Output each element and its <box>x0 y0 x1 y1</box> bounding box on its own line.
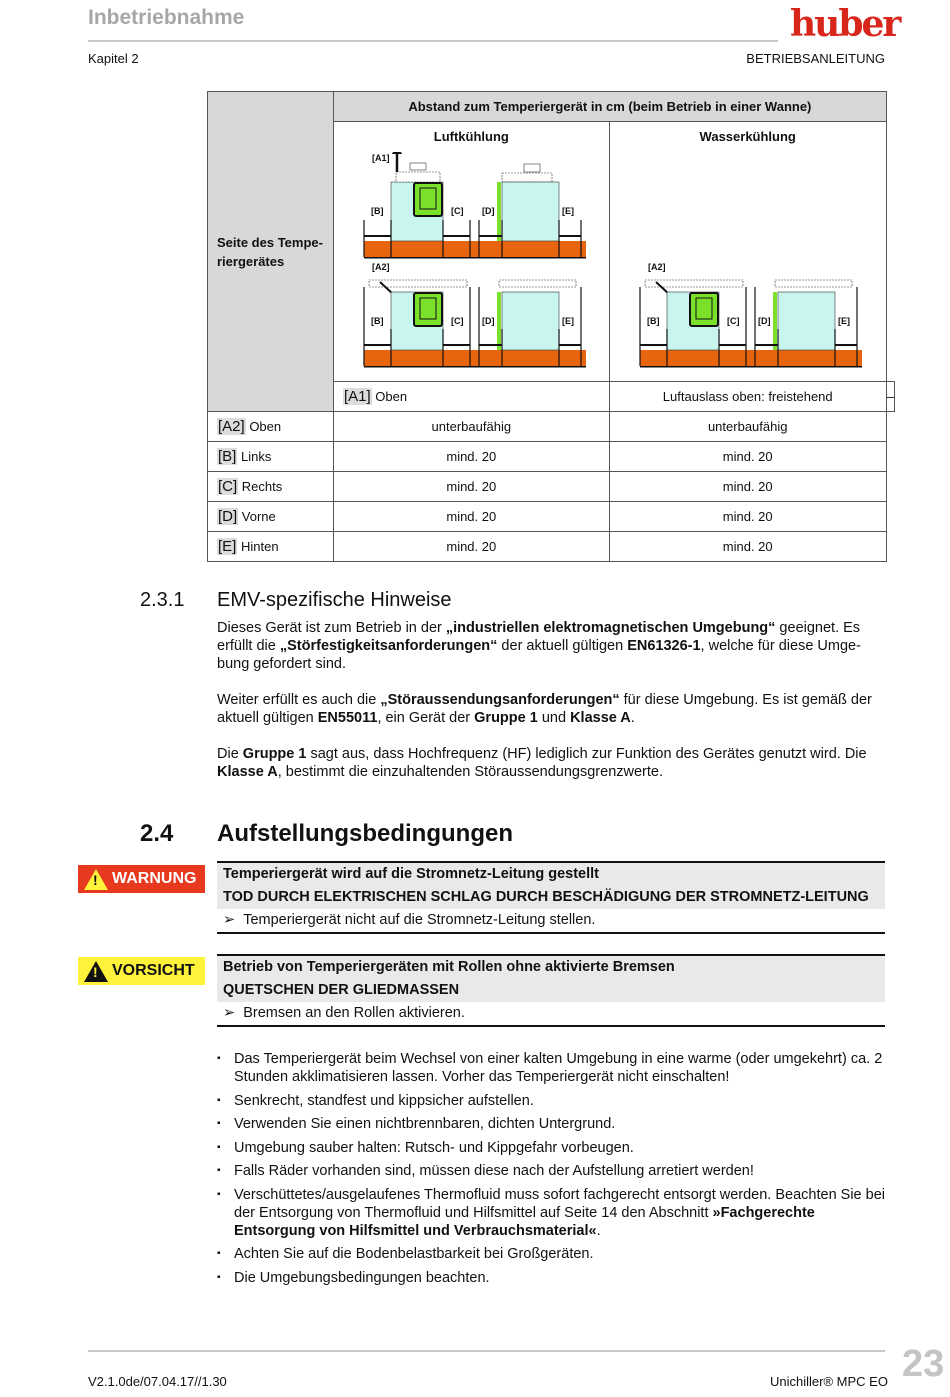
side-tag: [A1] <box>343 388 371 405</box>
label-e: [E] <box>561 206 574 216</box>
air-value: mind. 20 <box>333 472 609 502</box>
air-cooling-cell <box>333 122 609 382</box>
label-a1: [A1] <box>371 153 390 163</box>
side-label: Oben <box>375 389 408 404</box>
table-row <box>208 502 895 532</box>
water-value: mind. 20 <box>609 472 886 502</box>
side-label: Oben <box>249 419 282 434</box>
footer-rule <box>88 1350 885 1352</box>
caution-badge: ! VORSICHT <box>78 957 205 985</box>
water-value: unterbaufähig <box>609 412 886 442</box>
side-label: Vorne <box>241 509 276 524</box>
label-c: [C] <box>450 206 464 216</box>
arrow-icon: ➢ <box>223 1005 236 1021</box>
water-underbuild-row <box>640 280 862 368</box>
air-underbuild-row <box>364 280 586 368</box>
water-value: mind. 20 <box>609 532 886 562</box>
caution-box <box>217 954 885 1027</box>
label-d: [D] <box>481 316 495 326</box>
label-a2: [A2] <box>647 262 666 272</box>
air-top-free-row <box>364 152 586 259</box>
list-item: ▪ Die Umgebungsbedingungen beachten. <box>217 1269 887 1287</box>
list-item: ▪ Umgebung sauber halten: Rutsch- und Kippgefahr vorbeugen. <box>217 1139 887 1157</box>
warning-box <box>217 861 885 934</box>
table-row <box>208 532 895 562</box>
side-label: Links <box>240 449 272 464</box>
side-tag: [D] <box>218 508 238 525</box>
air-value: Luftauslass oben: freistehend <box>609 382 886 412</box>
water-value: mind. 20 <box>609 502 886 532</box>
label-d: [D] <box>757 316 771 326</box>
label-e: [E] <box>837 316 850 326</box>
section-number: 2.3.1 <box>140 589 185 611</box>
page-number: 23 <box>902 1343 945 1385</box>
section-number: 2.4 <box>140 820 174 847</box>
warning-triangle-icon <box>84 961 108 982</box>
clearance-table <box>207 91 895 562</box>
label-c: [C] <box>726 316 740 326</box>
air-cooling-diagram <box>334 152 614 374</box>
side-tag: [A2] <box>218 418 245 435</box>
water-cooling-header: Wasserkühlung <box>699 129 796 144</box>
side-label: Rechts <box>241 479 283 494</box>
huber-logo: huber <box>790 3 900 45</box>
side-tag: [C] <box>218 478 238 495</box>
list-item: ▪ Achten Sie auf die Bodenbelastbarkeit bei Großgeräten. <box>217 1245 887 1263</box>
label-b: [B] <box>646 316 660 326</box>
caution-title: Betrieb von Temperiergeräten mit Rollen ohne aktivierte Bremsen <box>223 959 675 975</box>
water-cooling-cell <box>609 122 886 382</box>
product-label: Unichiller® MPC EO <box>770 1374 888 1389</box>
air-cooling-header: Luftkühlung <box>433 129 509 144</box>
side-header: Seite des Tempe-riergerätes <box>208 92 334 412</box>
warning-badge: ! WARNUNG <box>78 865 205 893</box>
section-title: Aufstellungsbedingungen <box>217 820 513 847</box>
label-b: [B] <box>370 316 384 326</box>
caution-consequence: QUETSCHEN DER GLIEDMASSEN <box>223 982 460 998</box>
side-label: Hinten <box>240 539 279 554</box>
air-value: mind. 20 <box>333 532 609 562</box>
water-value: – <box>886 382 894 412</box>
list-item: ▪ Falls Räder vorhanden sind, müssen diese nach der Aufstellung arretiert werden! <box>217 1162 887 1180</box>
warning-consequence: TOD DURCH ELEKTRISCHEN SCHLAG DURCH BESCHÄDIGUNG DER STROMNETZ-LEITUNG <box>223 889 869 905</box>
water-cooling-diagram <box>610 152 891 374</box>
label-c: [C] <box>450 316 464 326</box>
list-item: ▪ Verwenden Sie einen nichtbrennbaren, dichten Untergrund. <box>217 1115 887 1133</box>
warning-action: ➢ Temperiergerät nicht auf die Stromnetz-Leitung stellen. <box>217 909 885 932</box>
section-title: EMV-spezifische Hinweise <box>217 589 452 611</box>
warning-triangle-icon <box>84 869 108 890</box>
chapter-label: Kapitel 2 <box>88 51 139 66</box>
side-tag: [B] <box>218 448 237 465</box>
warning-title: Temperiergerät wird auf die Stromnetz-Leitung gestellt <box>223 866 599 882</box>
emv-paragraph-1: Dieses Gerät ist zum Betrieb in der „industriellen elektromagnetischen Umgebung“ geeignet. Es erfüllt die „Störfestigkeitsanforderungen“ der aktuell gültigen EN61326-1, welche für diese Umge-bung gefordert sind. <box>217 620 861 672</box>
manual-label: BETRIEBSANLEITUNG <box>746 51 885 66</box>
air-value: unterbaufähig <box>333 412 609 442</box>
label-b: [B] <box>370 206 384 216</box>
emv-paragraph-3: Die Gruppe 1 sagt aus, dass Hochfrequenz (HF) lediglich zur Funktion des Gerätes genutzt wird. Die Klasse A, bestimmt die einzuhaltenden Störaussendungsgrenzwerte. <box>217 746 867 780</box>
air-value: mind. 20 <box>333 502 609 532</box>
list-item: ▪ Verschüttetes/ausgelaufenes Thermofluid muss sofort fachgerecht entsorgt werden. Beachten Sie bei der Entsorgung von Thermofluid und Hilfsmittel auf Seite 14 den Abschnitt »Fachgerechte Entsorgung von Hilfsmittel und Verbrauchsmaterial«. <box>217 1186 887 1240</box>
setup-bullet-list <box>217 1050 887 1292</box>
table-row <box>208 412 895 442</box>
water-value: mind. 20 <box>609 442 886 472</box>
list-item: ▪ Das Temperiergerät beim Wechsel von einer kalten Umgebung in eine warme (oder umgekehrt) ca. 2 Stunden akklimatisieren lassen. Vorher das Temperiergerät nicht einschalten! <box>217 1050 887 1086</box>
table-row <box>208 472 895 502</box>
table-row <box>208 442 895 472</box>
list-item: ▪ Senkrecht, standfest und kippsicher aufstellen. <box>217 1092 887 1110</box>
chapter-title: Inbetriebnahme <box>88 6 245 29</box>
side-tag: [E] <box>218 538 237 555</box>
emv-paragraph-2: Weiter erfüllt es auch die „Störaussendungsanforderungen“ für diese Umgebung. Es ist gemäß der aktuell gültigen EN55011, ein Gerät der Gruppe 1 und Klasse A. <box>217 692 872 726</box>
label-d: [D] <box>481 206 495 216</box>
air-value: mind. 20 <box>333 442 609 472</box>
label-a2: [A2] <box>371 262 390 272</box>
header-rule <box>88 40 778 42</box>
version-label: V2.1.0de/07.04.17//1.30 <box>88 1374 227 1389</box>
distance-header: Abstand zum Temperiergerät in cm (beim Betrieb in einer Wanne) <box>333 92 886 122</box>
label-e: [E] <box>561 316 574 326</box>
arrow-icon: ➢ <box>223 912 236 928</box>
caution-action: ➢ Bremsen an den Rollen aktivieren. <box>217 1002 885 1025</box>
